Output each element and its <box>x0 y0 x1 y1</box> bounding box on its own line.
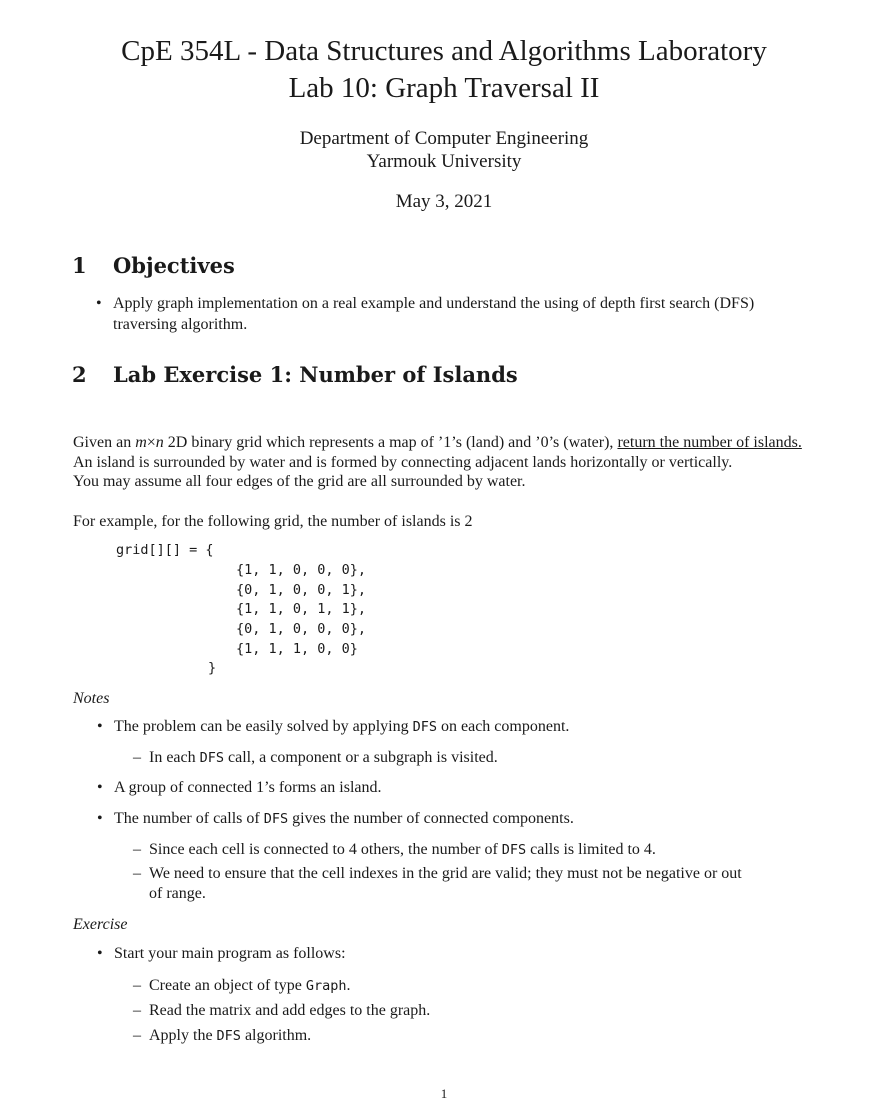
note-subitem-3-1: Since each cell is connected to 4 others, the number of DFS calls is limited to 4. <box>149 841 656 858</box>
bullet-icon: • <box>97 779 103 796</box>
code-grid-row: {1, 1, 1, 0, 0} <box>236 641 358 657</box>
exercise-subitem-3: Apply the DFS algorithm. <box>149 1027 312 1044</box>
date: May 3, 2021 <box>395 191 493 212</box>
code-grid-row: {1, 1, 0, 0, 0}, <box>236 562 367 578</box>
exercise-heading: Exercise <box>73 916 128 933</box>
example-sentence: For example, for the following grid, the number of islands is 2 <box>73 513 473 530</box>
note-item-1: The problem can be easily solved by applying DFS on each component. <box>114 718 570 735</box>
intro-line2: An island is surrounded by water and is formed by connecting adjacent lands horizontally or vertically. <box>73 454 733 471</box>
code-grid-close: } <box>208 660 217 676</box>
note-item-2: A group of connected 1’s forms an island. <box>114 779 382 796</box>
code-grid-row: {0, 1, 0, 0, 1}, <box>236 582 367 598</box>
objective-item-line1: Apply graph implementation on a real example and understand the using of depth first search (DFS) <box>113 295 755 312</box>
department: Department of Computer Engineering <box>299 128 589 149</box>
note-subitem-3-2-line2: of range. <box>149 885 206 902</box>
university: Yarmouk University <box>366 151 522 172</box>
intro-line1: Given an m×n 2D binary grid which represents a map of ’1’s (land) and ’0’s (water), return the number of islands. <box>73 434 802 451</box>
page-number: 1 <box>440 1086 448 1101</box>
return-number-of-islands-emphasis: return the number of islands. <box>617 434 802 451</box>
objective-item-line2: traversing algorithm. <box>113 316 248 333</box>
doc-title-line2: Lab 10: Graph Traversal II <box>288 72 600 104</box>
exercise-item-1: Start your main program as follows: <box>114 945 346 962</box>
intro-line3: You may assume all four edges of the grid are all surrounded by water. <box>73 473 526 490</box>
exercise-subitem-2: Read the matrix and add edges to the graph. <box>149 1002 431 1019</box>
note-subitem-3-2-line1: We need to ensure that the cell indexes in the grid are valid; they must not be negative or out <box>149 865 742 882</box>
exercise-subitem-1: Create an object of type Graph. <box>149 977 351 994</box>
section-1-number: 1 <box>72 253 87 278</box>
section-1-title: Objectives <box>113 253 235 278</box>
notes-heading: Notes <box>73 690 110 707</box>
bullet-icon: • <box>97 810 103 827</box>
note-subitem-1: In each DFS call, a component or a subgraph is visited. <box>149 749 498 766</box>
code-grid-open: grid[][] = { <box>116 542 214 558</box>
bullet-icon: • <box>97 718 103 735</box>
dash-icon: – <box>133 749 141 766</box>
dash-icon: – <box>133 865 141 882</box>
dash-icon: – <box>133 1002 141 1019</box>
code-grid-row: {0, 1, 0, 0, 0}, <box>236 621 367 637</box>
section-2-title: Lab Exercise 1: Number of Islands <box>113 362 518 387</box>
bullet-icon: • <box>96 295 102 312</box>
bullet-icon: • <box>97 945 103 962</box>
section-2-number: 2 <box>72 362 87 387</box>
doc-title-line1: CpE 354L - Data Structures and Algorithms Laboratory <box>121 35 767 67</box>
code-grid-row: {1, 1, 0, 1, 1}, <box>236 601 367 617</box>
dash-icon: – <box>133 1027 141 1044</box>
note-item-3: The number of calls of DFS gives the number of connected components. <box>114 810 574 827</box>
dash-icon: – <box>133 977 141 994</box>
dash-icon: – <box>133 841 141 858</box>
